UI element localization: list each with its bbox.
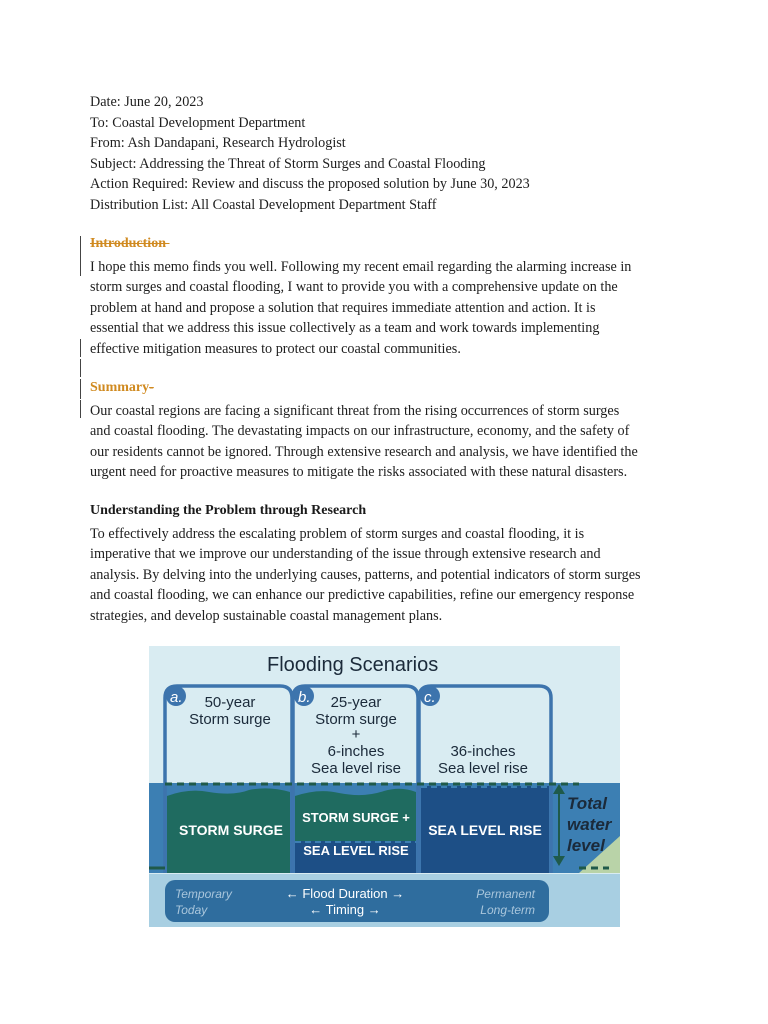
panel-b-line: 6-inches — [327, 743, 385, 760]
panel-b-band-label: SEA LEVEL RISE — [303, 843, 409, 858]
memo-action: Action Required: Review and discuss the proposed solution by June 30, 2023 — [90, 176, 530, 192]
timing-label: ← Timing → — [309, 902, 381, 917]
panel-a-band-label: STORM SURGE — [179, 822, 283, 838]
panel-b-band-label: STORM SURGE + — [302, 810, 410, 825]
panel-b-letter: b. — [298, 689, 311, 706]
memo-subject: Subject: Addressing the Threat of Storm Surges and Coastal Flooding — [90, 156, 486, 172]
introduction-heading — [90, 236, 169, 252]
introduction-line: I hope this memo finds you well. Following my recent email regarding the alarming increase in — [90, 259, 632, 275]
revision-bar — [80, 359, 81, 377]
revision-bar — [80, 379, 81, 399]
panel-b-line: 25-year — [330, 694, 382, 711]
memo-date: Date: June 20, 2023 — [90, 94, 204, 110]
summary-heading — [90, 380, 154, 396]
memo-to: To: Coastal Development Department — [90, 115, 306, 131]
summary-heading-dash: - — [149, 380, 154, 395]
introduction-line: storm surges and coastal flooding, I want to provide you with a comprehensive update on the — [90, 279, 618, 295]
panel-a-letter: a. — [170, 689, 183, 706]
summary-line: urgent need for proactive measures to mitigate the risks associated with these natural disasters. — [90, 464, 628, 480]
total-water-label: level — [567, 836, 605, 855]
panel-b-line: Storm surge — [315, 711, 397, 728]
flood-duration-label: ← Flood Duration → — [285, 886, 405, 901]
introduction-line: essential that we address this issue collectively as a team and work towards implementing — [90, 320, 600, 336]
panel-c-band-label: SEA LEVEL RISE — [428, 822, 542, 838]
introduction-heading-text: Introduction — [90, 236, 166, 251]
panel-c-line: Sea level rise — [437, 760, 529, 777]
revision-bar — [80, 236, 81, 256]
flooding-scenarios-figure — [149, 646, 620, 927]
revision-bar — [80, 339, 81, 357]
panel-a-line: Storm surge — [189, 711, 271, 728]
flooding-scenarios-graphic — [149, 646, 620, 927]
panel-b-line: + — [351, 726, 361, 743]
research-line: imperative that we improve our understanding of the issue through extensive research and — [90, 546, 601, 562]
summary-line: our residents cannot be ignored. Through extensive research and analysis, we have identified the — [90, 444, 638, 460]
timeline-left-label: Today — [175, 903, 208, 917]
memo-from: From: Ash Dandapani, Research Hydrologist — [90, 135, 346, 151]
introduction-line: problem at hand and propose a solution that requires immediate attention and action. It is — [90, 300, 596, 316]
summary-line: and coastal flooding. The devastating impacts on our infrastructure, economy, and the safety of — [90, 423, 630, 439]
introduction-line: effective mitigation measures to protect our coastal communities. — [90, 341, 461, 357]
summary-heading-text: Summary — [90, 380, 150, 395]
panel-c-line: 36-inches — [450, 743, 516, 760]
panel-a-line: 50-year — [204, 694, 256, 711]
timeline-right-label: Permanent — [476, 887, 535, 901]
research-line: strategies, and develop sustainable coastal management plans. — [90, 608, 443, 624]
figure-title: Flooding Scenarios — [267, 654, 439, 676]
timeline-right-label: Long-term — [480, 903, 535, 917]
research-line: and coastal flooding, we can enhance our predictive capabilities, refine our emergency response — [90, 587, 635, 603]
research-line: To effectively address the escalating problem of storm surges and coastal flooding, it is — [90, 526, 585, 542]
total-water-label: water — [567, 815, 612, 834]
memo-distribution: Distribution List: All Coastal Development Department Staff — [90, 197, 437, 213]
summary-line: Our coastal regions are facing a significant threat from the rising occurrences of storm surges — [90, 403, 620, 419]
total-water-label: Total — [567, 794, 607, 813]
revision-bar — [80, 256, 81, 276]
panel-c-letter: c. — [424, 689, 436, 706]
timeline-left-label: Temporary — [175, 887, 232, 901]
panel-b-line: Sea level rise — [310, 760, 402, 777]
research-heading: Understanding the Problem through Research — [90, 503, 367, 518]
research-line: analysis. By delving into the underlying causes, patterns, and potential indicators of storm surges — [90, 567, 641, 583]
revision-bar — [80, 400, 81, 418]
